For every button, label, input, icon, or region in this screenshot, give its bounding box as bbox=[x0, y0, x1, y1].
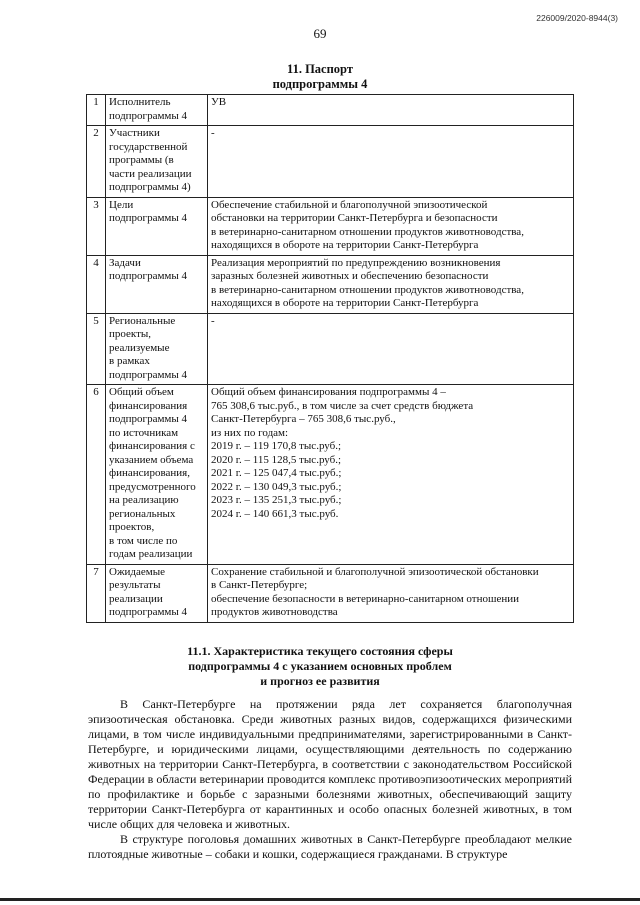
paragraph: В структуре поголовья домашних животных в Санкт-Петербурге преобладают мелкие плотоядные животные – собаки и кошки, содержащиеся гражданами. В структуре bbox=[88, 832, 572, 861]
table-row bbox=[87, 385, 574, 565]
table-row bbox=[87, 95, 574, 126]
row-number: 4 bbox=[87, 255, 106, 313]
page-number: 69 bbox=[313, 26, 327, 41]
row-value: УВ bbox=[208, 95, 574, 126]
table-row bbox=[87, 255, 574, 313]
row-number: 7 bbox=[87, 564, 106, 622]
row-number: 6 bbox=[87, 385, 106, 565]
row-value: Реализация мероприятий по предупреждению возникновения заразных болезней животных и обеспечению безопасности в ветеринарно-санитарном отношении продуктов животноводства, находящихся в обороте на территории Санкт-Петербурга bbox=[208, 255, 574, 313]
row-number: 5 bbox=[87, 313, 106, 385]
table-row bbox=[87, 313, 574, 385]
row-label: Ожидаемые результаты реализации подпрограммы 4 bbox=[106, 564, 208, 622]
passport-title bbox=[0, 62, 640, 92]
row-number: 3 bbox=[87, 197, 106, 255]
row-label: Задачи подпрограммы 4 bbox=[106, 255, 208, 313]
table-row bbox=[87, 564, 574, 622]
row-label: Общий объем финансирования подпрограммы 4 по источникам финансирования с указанием объема финансирования, предусмотренного на реализацию региональных проектов, в том числе по годам реализации bbox=[106, 385, 208, 565]
section-title-line: и прогноз ее развития bbox=[260, 674, 380, 688]
section-body bbox=[88, 697, 572, 862]
section-title-line: 11.1. Характеристика текущего состояния сферы bbox=[187, 644, 453, 658]
row-value: - bbox=[208, 313, 574, 385]
section-title-line: подпрограммы 4 с указанием основных проблем bbox=[188, 659, 452, 673]
document-registration-code: 226009/2020-8944(3) bbox=[536, 13, 618, 23]
row-label: Участники государственной программы (в части реализации подпрограммы 4) bbox=[106, 126, 208, 198]
passport-table bbox=[86, 94, 574, 623]
paragraph: В Санкт-Петербурге на протяжении ряда лет сохраняется благополучная эпизоотическая обстановка. Среди животных разных видов, содержащихся физическими лицами, в том числе индивидуальными предпринимателями, зарегистрированными в Санкт-Петербурге, и юридическими лицами, осуществляющими деятельность по содержанию животных на территории Санкт-Петербурга, в соответствии с законодательством Российской Федерации в области ветеринарии проводится комплекс противоэпизоотических мероприятий по профилактике и борьбе с заразными болезнями животных, обеспечивающий защиту территории Санкт-Петербурга от карантинных и особо опасных болезней животных, в том числе общих для человека и животных. bbox=[88, 697, 573, 831]
table-row bbox=[87, 126, 574, 198]
table-row bbox=[87, 197, 574, 255]
row-label: Региональные проекты, реализуемые в рамках подпрограммы 4 bbox=[106, 313, 208, 385]
row-number: 2 bbox=[87, 126, 106, 198]
row-value: Сохранение стабильной и благополучной эпизоотической обстановки в Санкт-Петербурге; обеспечение безопасности в ветеринарно-санитарном отношении продуктов животноводства bbox=[208, 564, 574, 622]
page-bottom-rule bbox=[0, 898, 640, 901]
row-value: Общий объем финансирования подпрограммы 4 – 765 308,6 тыс.руб., в том числе за счет средств бюджета Санкт-Петербурга – 765 308,6 тыс.руб., из них по годам: 2019 г. – 119 170,8 тыс.руб.; 2020 г. – 115 128,5 тыс.руб.; 2021 г. – 125 047,4 тыс.руб.; 2022 г. – 130 049,3 тыс.руб.; 2023 г. – 135 251,3 тыс.руб.; 2024 г. – 140 661,3 тыс.руб. bbox=[208, 385, 574, 565]
row-value: Обеспечение стабильной и благополучной эпизоотической обстановки на территории Санкт-Петербурга и безопасности в ветеринарно-санитарном отношении продуктов животноводства, находящихся в обороте на территории Санкт-Петербурга bbox=[208, 197, 574, 255]
row-number: 1 bbox=[87, 95, 106, 126]
passport-title-line: подпрограммы 4 bbox=[272, 77, 368, 91]
section-title bbox=[0, 644, 640, 689]
row-label: Исполнитель подпрограммы 4 bbox=[106, 95, 208, 126]
row-value: - bbox=[208, 126, 574, 198]
passport-title-line: 11. Паспорт bbox=[287, 62, 353, 76]
row-label: Цели подпрограммы 4 bbox=[106, 197, 208, 255]
